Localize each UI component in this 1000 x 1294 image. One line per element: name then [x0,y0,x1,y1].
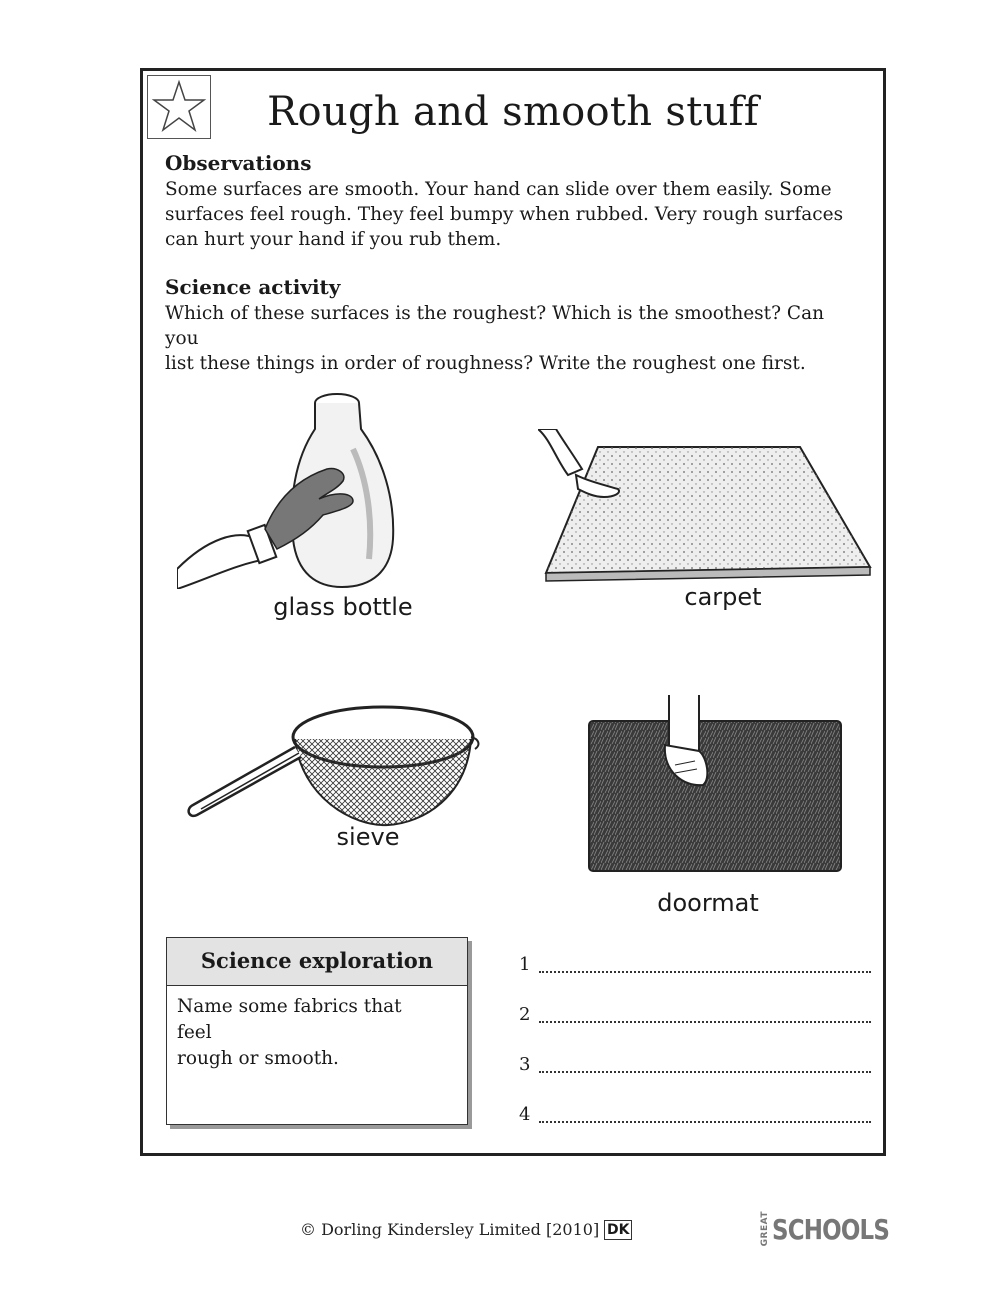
page-title: Rough and smooth stuff [267,89,759,135]
answer-line-2[interactable] [519,997,871,1027]
answer-blank[interactable] [539,1071,871,1073]
activity-heading: Science activity [165,275,341,299]
exploration-heading: Science exploration [167,938,467,986]
item-label-glass-bottle: glass bottle [273,593,413,621]
answer-blank[interactable] [539,1021,871,1023]
brand-big-text: SCHOOLS [772,1212,890,1246]
answer-line-4[interactable] [519,1097,871,1127]
worksheet-frame [140,68,886,1156]
observations-text [165,177,855,252]
sieve-illustration [183,687,483,827]
observations-heading: Observations [165,151,312,175]
answer-blank[interactable] [539,1121,871,1123]
doormat-illustration [587,695,843,875]
observations-line: can hurt your hand if you rub them. [165,229,502,250]
answer-number: 1 [519,954,531,975]
dk-logo: DK [604,1220,632,1240]
exploration-line: Name some fabrics that feel [177,996,402,1043]
activity-text [165,301,855,376]
activity-line: Which of these surfaces is the roughest? Which is the smoothest? Can you [165,303,825,349]
greatschools-logo [760,1212,915,1246]
glass-bottle-illustration [177,389,417,589]
item-label-sieve: sieve [336,823,400,851]
answer-number: 4 [519,1104,531,1125]
activity-line: list these things in order of roughness? Write the roughest one first. [165,353,806,374]
answer-number: 2 [519,1004,531,1025]
exploration-text [167,986,447,1080]
copyright-text: © Dorling Kindersley Limited [2010] [300,1220,600,1239]
science-exploration-box [166,937,468,1125]
answer-line-3[interactable] [519,1047,871,1077]
observations-line: surfaces feel rough. They feel bumpy when rubbed. Very rough surfaces [165,204,844,225]
answer-blank[interactable] [539,971,871,973]
observations-line: Some surfaces are smooth. Your hand can slide over them easily. Some [165,179,832,200]
exploration-line: rough or smooth. [177,1048,339,1069]
answer-number: 3 [519,1054,531,1075]
carpet-illustration [538,429,878,589]
brand-small-text: GREAT [760,1211,770,1247]
item-label-doormat: doormat [657,889,759,917]
item-label-carpet: carpet [684,583,762,611]
answer-line-1[interactable] [519,947,871,977]
